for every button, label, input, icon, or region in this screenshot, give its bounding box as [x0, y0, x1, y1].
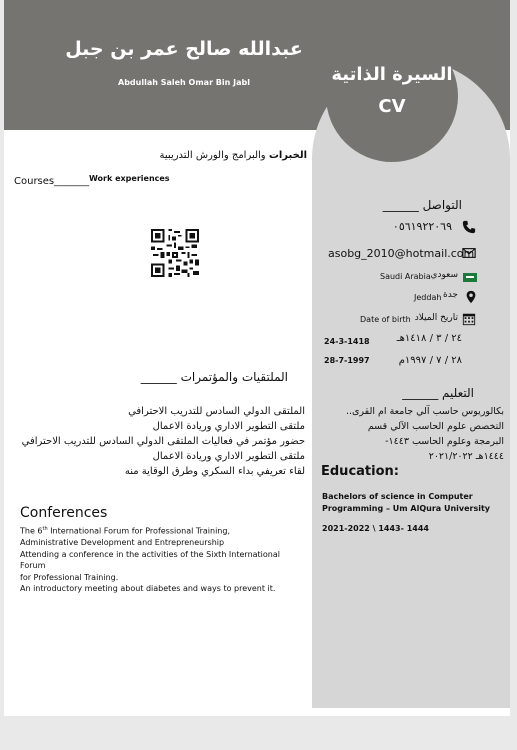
experience-heading	[160, 150, 307, 161]
contact-heading: التواصل ______	[382, 198, 462, 212]
conferences-heading-english: Conferences	[20, 505, 108, 521]
education-heading-english: Education:	[321, 464, 399, 479]
saudi-flag-icon	[463, 273, 477, 282]
dob-label-english: Date of birth	[360, 315, 411, 324]
dob-label-arabic: تاريخ الميلاد	[414, 313, 458, 323]
location-pin-icon	[464, 290, 478, 304]
dob-gregorian-arabic: ٢٨ / ٧ / ١٩٩٧م	[398, 355, 462, 366]
education-details-arabic: بكالوريوس حاسب آلي جامعة ام القرى.. التخصص علوم الحاسب الآلي قسم البرمجة وعلوم الحاسب ١٤٤٣- ١٤٤٤هـ ٢٠٢١/٢٠٢٢	[345, 406, 504, 462]
work-experiences-label: Work experiences	[89, 174, 170, 183]
conference-item-english: Administrative Development and Entrepreneurship	[20, 538, 225, 548]
name-arabic: عبدالله صالح عمر بن جبل	[65, 38, 303, 60]
conference-item: الملتقى الدولي السادس للتدريب الاحترافي	[128, 406, 305, 417]
conference-item-english: for Professional Training.	[20, 572, 119, 582]
city-arabic: جدة	[442, 290, 458, 300]
conference-item-english: The 6th International Forum for Professional Training,	[20, 526, 230, 536]
nationality-arabic: سعودي	[430, 270, 458, 280]
experience-heading-rest: والبرامج والورش التدريبية	[159, 150, 269, 161]
conference-item: ملتقى التطوير الاداري وريادة الاعمال	[152, 421, 305, 432]
conference-item: حضور مؤتمر في فعاليات الملتقى الدولي السادس للتدريب الاحترافي	[21, 436, 305, 447]
name-english: Abdullah Saleh Omar Bin Jabl	[118, 78, 250, 87]
dob-hijri-arabic: ٢٤ / ٣ / ١٤١٨هـ	[396, 333, 462, 344]
education-heading-arabic: التعليم ______	[402, 386, 474, 400]
dob-hijri-english: 24-3-1418	[324, 337, 370, 346]
conference-item-english: An introductory meeting about diabetes and ways to prevent it.	[20, 584, 276, 594]
education-years: 2021-2022 \ 1443- 1444	[322, 524, 429, 533]
nationality-english: Saudi Arabia	[380, 272, 431, 281]
title-circle	[326, 30, 458, 162]
cv-title-arabic: السيرة الذاتية	[331, 64, 453, 85]
conferences-list-english	[20, 524, 305, 595]
phone-number: ٠٥٦١٩٢٢٠٦٩	[392, 220, 452, 233]
education-details-english: Bachelors of science in Computer Programming – Um AlQura University	[322, 492, 491, 513]
dob-gregorian-english: 28-7-1997	[324, 356, 370, 365]
experience-heading-bold: الخبرات	[268, 150, 307, 161]
phone-icon	[462, 220, 476, 234]
courses-label: Courses_______	[14, 176, 90, 187]
conferences-heading-arabic: الملتقيات والمؤتمرات ______	[140, 370, 288, 384]
calendar-icon	[462, 312, 476, 326]
qr-code-icon	[151, 229, 199, 277]
cv-page	[4, 0, 510, 716]
cv-title-english: CV	[378, 96, 406, 117]
conferences-list-arabic	[5, 404, 305, 479]
conference-item-english: Attending a conference in the activities of the Sixth International Forum	[20, 549, 280, 571]
conference-item: لقاء تعريفي بداء السكري وطرق الوقاية منه	[124, 466, 305, 477]
conference-item: ملتقى التطوير الاداري وريادة الاعمال	[152, 451, 305, 462]
email-address[interactable]: asobg_2010@hotmail.com	[328, 247, 475, 260]
city-english: Jeddah	[414, 293, 442, 302]
